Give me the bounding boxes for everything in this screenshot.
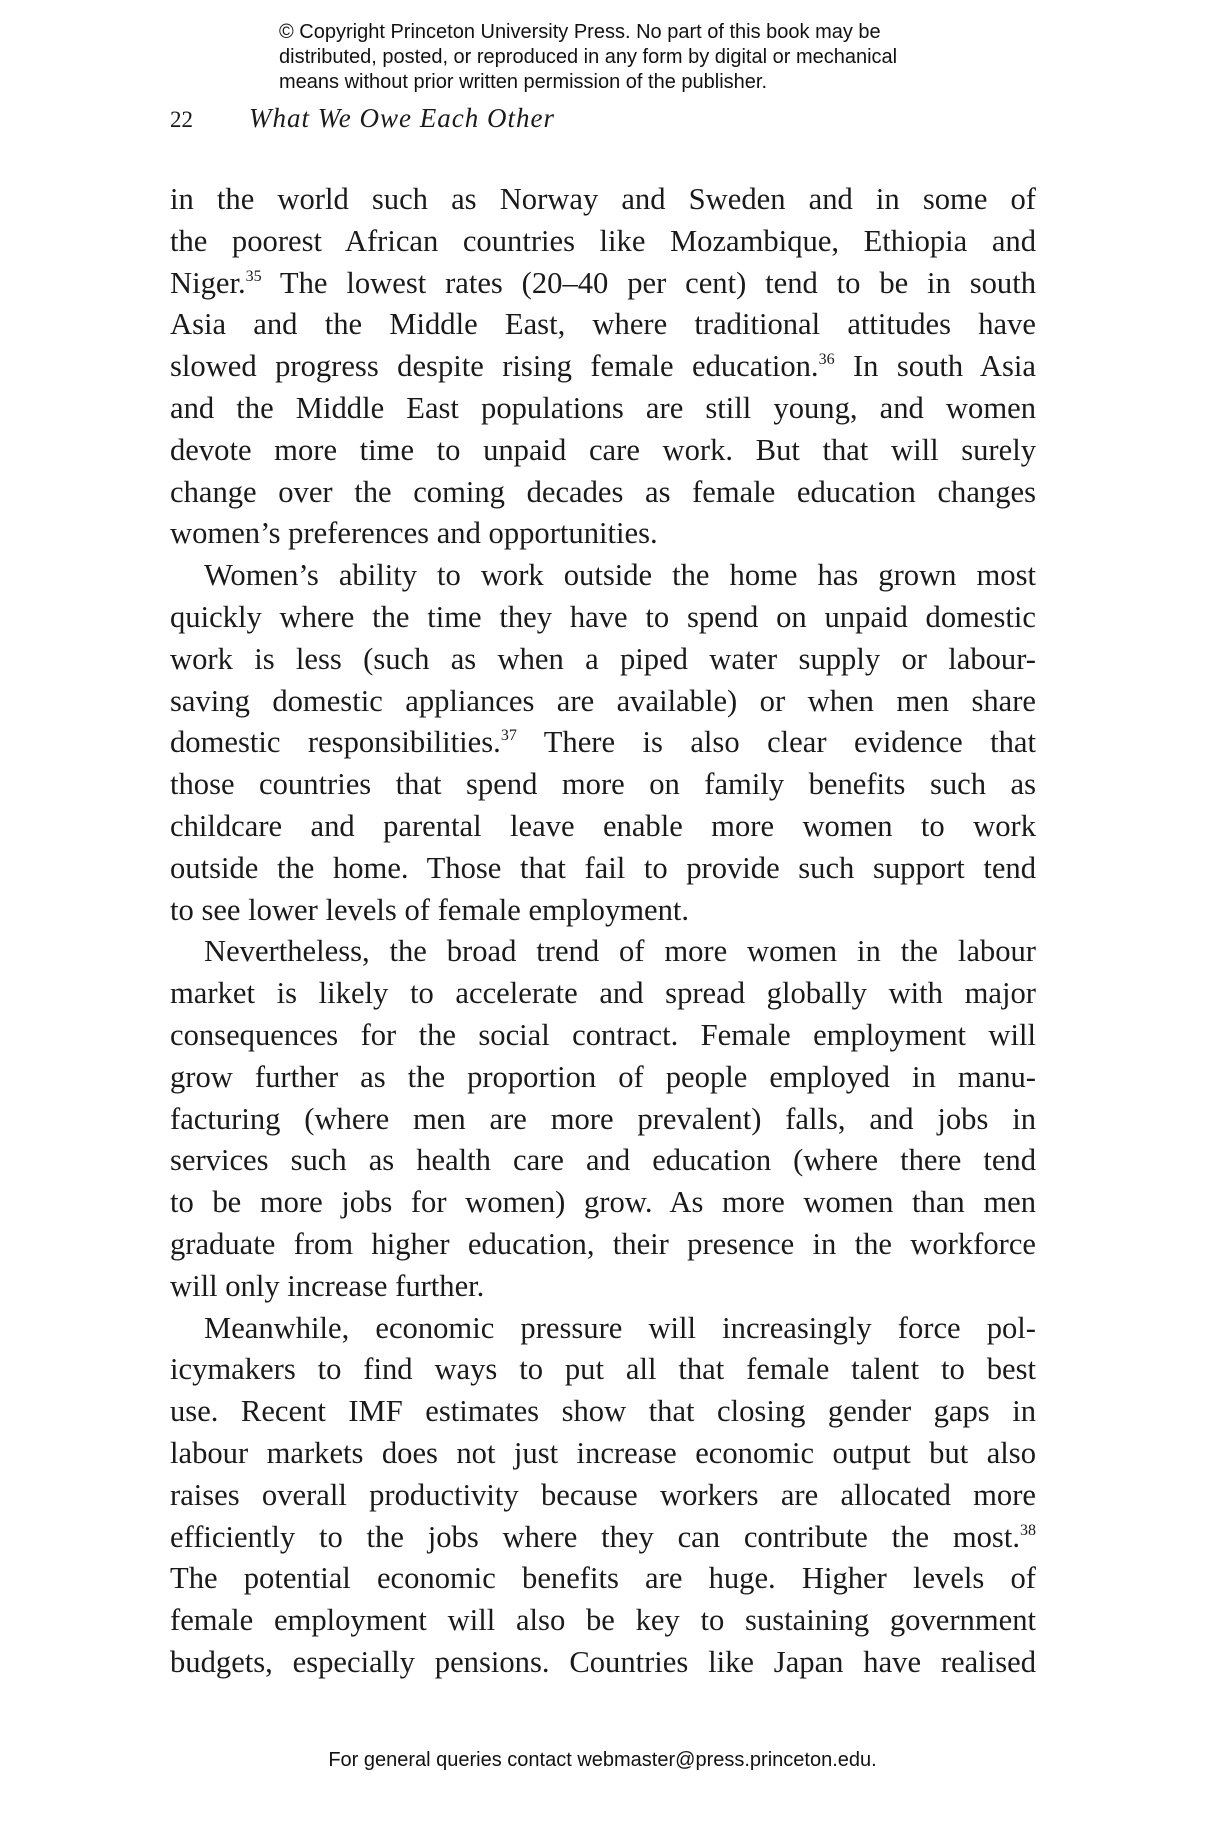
text-segment: devote more time to unpaid care work. But that will surely <box>170 432 1036 467</box>
text-line <box>170 388 1036 430</box>
text-segment: facturing (where men are more prevalent) falls, and jobs in <box>170 1101 1036 1136</box>
text-segment: efficiently to the jobs where they can contribute the most. <box>170 1519 1020 1554</box>
text-line <box>170 304 1036 346</box>
text-line <box>170 1015 1036 1057</box>
text-segment: slowed progress despite rising female education. <box>170 349 819 384</box>
text-line <box>170 848 1036 890</box>
text-line <box>170 1182 1036 1224</box>
text-segment: Meanwhile, economic pressure will increasingly force pol- <box>204 1310 1036 1345</box>
text-segment: quickly where the time they have to spend on unpaid domestic <box>170 599 1036 634</box>
footnote-ref: 37 <box>500 727 517 745</box>
footer-contact: For general queries contact webmaster@press.princeton.edu. <box>328 1749 877 1771</box>
text-line <box>170 472 1036 514</box>
footnote-ref: 36 <box>818 351 835 369</box>
text-line <box>170 973 1036 1015</box>
text-line <box>170 555 1036 597</box>
paragraph <box>170 555 1036 931</box>
text-line <box>170 1224 1036 1266</box>
text-segment: Nevertheless, the broad trend of more women in the labour <box>204 934 1036 969</box>
text-segment: market is likely to accelerate and spread globally with major <box>170 976 1036 1011</box>
text-segment: Niger. <box>170 265 246 300</box>
text-line <box>170 1391 1036 1433</box>
text-segment: graduate from higher education, their presence in the workforce <box>170 1226 1036 1261</box>
text-segment: will only increase further. <box>170 1268 485 1303</box>
body-text <box>170 179 1036 1684</box>
text-line <box>170 1099 1036 1141</box>
text-segment: the poorest African countries like Mozambique, Ethiopia and <box>170 223 1036 258</box>
text-segment: domestic responsibilities. <box>170 725 501 760</box>
text-line <box>170 597 1036 639</box>
text-line <box>170 1517 1036 1559</box>
text-line <box>170 890 1036 932</box>
text-segment: in the world such as Norway and Sweden and in some of <box>170 182 1036 216</box>
copyright-line: means without prior written permission of the publisher. <box>279 71 768 93</box>
text-line <box>170 639 1036 681</box>
text-line <box>170 179 1036 221</box>
text-segment: women’s preferences and opportunities. <box>170 516 658 551</box>
book-title: What We Owe Each Other <box>249 103 555 133</box>
text-line <box>170 931 1036 973</box>
text-line <box>170 1057 1036 1099</box>
text-segment: to see lower levels of female employment. <box>170 892 690 927</box>
text-line <box>170 1600 1036 1642</box>
text-segment: work is less (such as when a piped water supply or labour- <box>170 641 1036 676</box>
text-line <box>170 1642 1036 1684</box>
text-line <box>170 1433 1036 1475</box>
text-segment: Women’s ability to work outside the home has grown most <box>204 558 1036 593</box>
text-segment: Asia and the Middle East, where traditional attitudes have <box>170 307 1036 342</box>
text-segment: those countries that spend more on family benefits such as <box>170 767 1036 802</box>
text-line <box>170 764 1036 806</box>
text-line <box>170 1266 1036 1308</box>
text-segment: budgets, especially pensions. Countries like Japan have realised <box>170 1644 1036 1679</box>
text-line <box>170 1349 1036 1391</box>
text-segment: female employment will also be key to sustaining government <box>170 1603 1036 1638</box>
copyright-line: distributed, posted, or reproduced in any form by digital or mechanical <box>279 46 898 68</box>
copyright-line: © Copyright Princeton University Press. No part of this book may be <box>279 21 881 43</box>
copyright-notice <box>279 20 999 95</box>
text-segment: labour markets does not just increase economic output but also <box>170 1435 1036 1470</box>
footnote-ref: 35 <box>245 267 262 285</box>
paragraph <box>170 179 1036 555</box>
text-line <box>170 681 1036 723</box>
text-line <box>170 1475 1036 1517</box>
text-line <box>170 221 1036 263</box>
footnote-ref: 38 <box>1020 1521 1036 1539</box>
paragraph <box>170 1308 1036 1684</box>
text-segment: raises overall productivity because workers are allocated more <box>170 1477 1036 1512</box>
text-line <box>170 430 1036 472</box>
text-segment: saving domestic appliances are available) or when men share <box>170 683 1036 718</box>
text-segment: childcare and parental leave enable more women to work <box>170 808 1036 843</box>
text-segment: and the Middle East populations are still young, and women <box>170 390 1036 425</box>
text-segment: use. Recent IMF estimates show that closing gender gaps in <box>170 1394 1036 1429</box>
text-segment: consequences for the social contract. Female employment will <box>170 1017 1036 1052</box>
text-segment: icymakers to find ways to put all that female talent to best <box>170 1352 1036 1387</box>
text-segment: The lowest rates (20–40 per cent) tend to be in south <box>261 265 1036 300</box>
text-segment: The potential economic benefits are huge. Higher levels of <box>170 1561 1036 1596</box>
paragraph <box>170 931 1036 1307</box>
page-number: 22 <box>170 107 193 132</box>
text-line <box>170 806 1036 848</box>
text-segment: to be more jobs for women) grow. As more women than men <box>170 1185 1036 1220</box>
text-line <box>170 263 1036 305</box>
text-line <box>170 513 1036 555</box>
text-line <box>170 1140 1036 1182</box>
text-line <box>170 1558 1036 1600</box>
text-line <box>170 722 1036 764</box>
text-segment: There is also clear evidence that <box>516 725 1036 760</box>
running-head <box>170 100 555 138</box>
text-segment: In south Asia <box>834 349 1036 384</box>
text-segment: services such as health care and education (where there tend <box>170 1143 1036 1178</box>
text-segment: change over the coming decades as female education changes <box>170 474 1036 509</box>
text-line <box>170 1308 1036 1350</box>
text-segment: grow further as the proportion of people employed in manu- <box>170 1059 1036 1094</box>
text-line <box>170 346 1036 388</box>
text-segment: outside the home. Those that fail to provide such support tend <box>170 850 1036 885</box>
